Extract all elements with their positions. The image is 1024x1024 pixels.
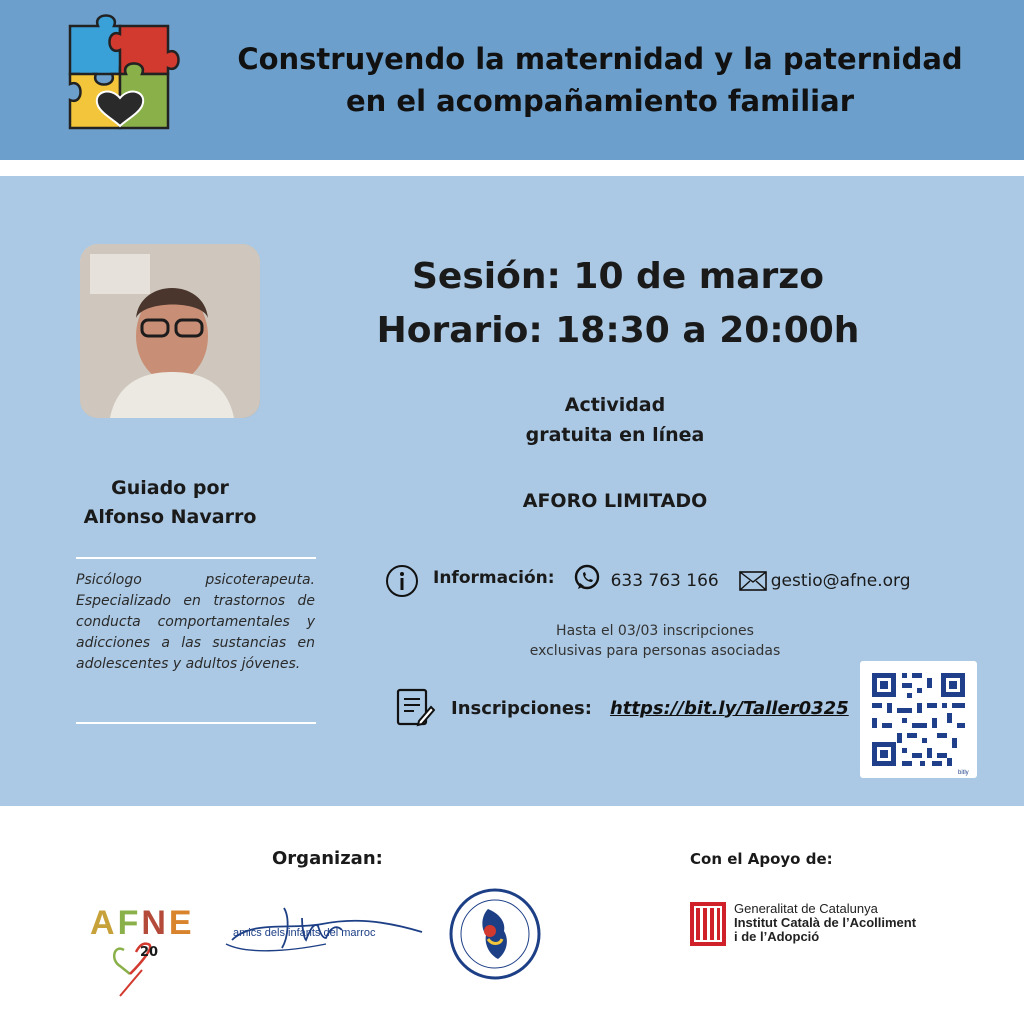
info-row bbox=[385, 563, 911, 599]
afne-anniversary: 20 bbox=[140, 945, 159, 960]
qr-code-icon bbox=[860, 661, 977, 778]
note-line-2: exclusivas para personas asociadas bbox=[529, 643, 781, 659]
registration-link[interactable]: https://bit.ly/Taller0325 bbox=[609, 697, 849, 719]
guide-label bbox=[56, 474, 284, 532]
amics-name: amics dels infants del marroc bbox=[233, 927, 376, 939]
form-edit-icon bbox=[395, 687, 435, 729]
activity-info bbox=[465, 390, 765, 450]
qr-code[interactable] bbox=[860, 661, 977, 778]
gencat-logo bbox=[690, 902, 916, 946]
guide-label-line-1: Guiado por bbox=[111, 477, 229, 499]
info-label: Información: bbox=[433, 568, 555, 588]
session-date: Sesión: 10 de marzo bbox=[412, 256, 824, 297]
registration-note bbox=[480, 621, 830, 661]
phone-number[interactable]: 633 763 166 bbox=[610, 571, 719, 591]
title-line-1: Construyendo la maternidad y la paternidad bbox=[237, 42, 963, 76]
activity-line-1: Actividad bbox=[564, 394, 666, 416]
speaker-bio: Psicólogo psicoterapeuta. Especializado en trastornos de conducta comportamentales y adicciones a las sustancias en adolescentes y adultos jóvenes. bbox=[76, 572, 315, 672]
info-circle-icon bbox=[385, 564, 419, 598]
registration-row bbox=[395, 686, 849, 730]
qr-caption: bitly bbox=[958, 770, 969, 776]
capacity-notice: AFORO LIMITADO bbox=[522, 490, 708, 512]
afne-letter-e: E bbox=[168, 904, 195, 942]
divider-top bbox=[76, 557, 316, 559]
afne-letter-f: F bbox=[117, 904, 142, 942]
organizers-heading: Organizan: bbox=[272, 848, 383, 869]
afne-logo bbox=[90, 904, 195, 943]
page-title bbox=[200, 38, 1000, 122]
gencat-line-2: Institut Català de l’Acolliment bbox=[734, 915, 917, 930]
afne-letter-a: A bbox=[90, 904, 118, 942]
session-info bbox=[350, 250, 886, 358]
activity-line-2: gratuita en línea bbox=[525, 424, 705, 446]
email-address[interactable]: gestio@afne.org bbox=[770, 571, 911, 591]
registration-label: Inscripciones: bbox=[451, 697, 592, 719]
note-line-1: Hasta el 03/03 inscripciones bbox=[556, 623, 754, 639]
header-banner bbox=[0, 0, 1024, 160]
whatsapp-icon bbox=[573, 564, 601, 592]
afne-letter-n: N bbox=[141, 904, 169, 942]
speaker-photo bbox=[80, 244, 260, 418]
divider-bottom bbox=[76, 722, 316, 724]
support-heading: Con el Apoyo de: bbox=[690, 850, 833, 868]
gencat-line-1: Generalitat de Catalunya bbox=[734, 901, 878, 916]
mail-icon bbox=[739, 571, 767, 591]
guide-name: Alfonso Navarro bbox=[83, 506, 257, 528]
session-time: Horario: 18:30 a 20:00h bbox=[376, 310, 860, 351]
catalonia-flag-icon bbox=[690, 902, 726, 946]
gencat-text bbox=[734, 902, 916, 944]
adopcolombia-logo bbox=[448, 887, 542, 981]
gencat-line-3: i de l’Adopció bbox=[734, 929, 820, 944]
puzzle-heart-icon bbox=[48, 6, 198, 156]
title-line-2: en el acompañamiento familiar bbox=[345, 84, 854, 118]
